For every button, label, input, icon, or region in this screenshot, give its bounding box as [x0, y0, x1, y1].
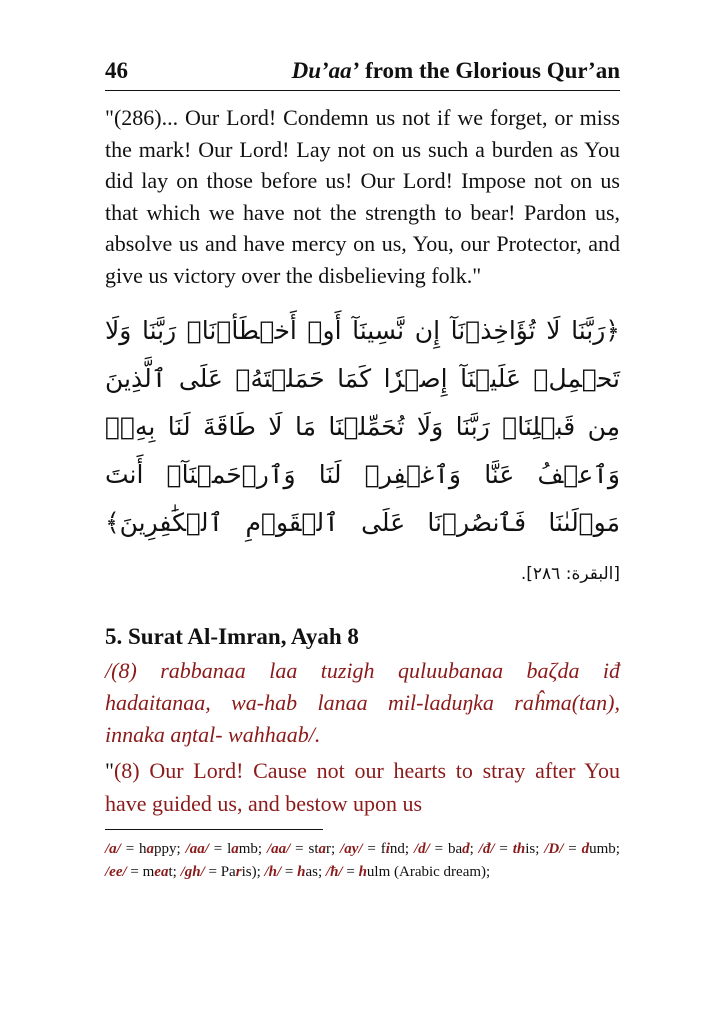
transliteration: /(8) rabbanaa laa tuzigh quluubanaa baζda iđ hadaitanaa, wa-hab lanaa mil-laduŋka raĥma(tan), innaka aŋtal- wahhaab/. [105, 658, 620, 747]
footnote-item: /h/ = has; [264, 864, 326, 880]
opening-quote: " [105, 758, 114, 783]
footnote-item: /aa/ = star; [266, 841, 341, 857]
footnote-item: /gh/ = Paris); [180, 864, 265, 880]
translation-ayah-8 [105, 754, 620, 820]
section-heading: 5. Surat Al-Imran, Ayah 8 [105, 624, 359, 649]
page-number: 46 [105, 58, 128, 83]
running-title-italic: Du’aa’ [291, 58, 360, 83]
footnote-item: /d/ = bad; [413, 841, 479, 857]
footnote [105, 838, 620, 884]
footnote-item: /aa/ = lamb; [185, 841, 267, 857]
arabic-verse-reference: [البقرة: ٢٨٦]. [520, 564, 620, 584]
footnote-rule [105, 829, 323, 830]
footnote-item: /đ/ = this; [478, 841, 545, 857]
arabic-verse-text: ﴿رَبَّنَا لَا تُؤَاخِذۡنَآ إِن نَّسِينَآ أَوۡ أَخۡطَأۡنَاۚ رَبَّنَا وَلَا تَحۡمِلۡ عَلَيۡنَآ إِصۡرٗا كَمَا حَمَلۡتَهُۥ عَلَى ٱلَّذِينَ مِن قَبۡلِنَاۚ رَبَّنَا وَلَا تُحَمِّلۡنَا مَا لَا طَاقَةَ لَنَا بِهِۦۖ وَٱعۡفُ عَنَّا وَٱغۡفِرۡ لَنَا وَٱرۡحَمۡنَآۚ أَنتَ مَوۡلَىٰنَا فَٱنصُرۡنَا عَلَى ٱلۡقَوۡمِ ٱلۡكَٰفِرِينَ﴾ [105, 316, 620, 537]
footnote-item: /ee/ = meat; [105, 864, 181, 880]
page-header [105, 58, 620, 91]
footnote-item: /ay/ = find; [340, 841, 414, 857]
translation-paragraph: "(286)... Our Lord! Condemn us not if we forget, or miss the mark! Our Lord! Lay not on us such a burden as You did lay on those before us! Our Lord! Impose not on us that which we have not the strength to bear! Pardon us, absolve us and have mercy on us, You, our Protector, and give us victory over the disbelieving folk." [105, 105, 620, 288]
footnote-item: /a/ = happy; [105, 841, 186, 857]
page [105, 58, 620, 884]
translation-ayah-8-text: (8) Our Lord! Cause not our hearts to stray after You have guided us, and bestow upon us [105, 758, 620, 816]
arabic-verse [105, 307, 620, 598]
running-title-rest: from the Glorious Qur’an [359, 58, 620, 83]
footnote-item: /ħ/ = hulm (Arabic dream); [325, 864, 491, 880]
running-title [292, 58, 620, 84]
footnote-item: /D/ = dumb; [544, 841, 620, 857]
